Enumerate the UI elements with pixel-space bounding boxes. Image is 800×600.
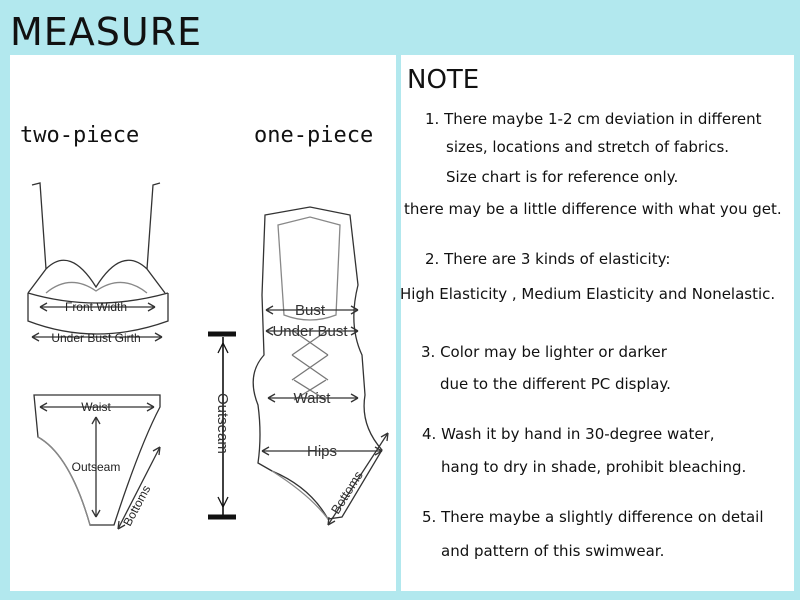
- waist-label-one-piece: Waist: [293, 390, 331, 407]
- outseam-label: Outseam: [71, 460, 121, 474]
- under-bust-label: Under Bust: [272, 323, 348, 340]
- note-line: 4. Wash it by hand in 30-degree water,: [422, 425, 715, 443]
- note-line: there may be a little difference with what you get.: [404, 200, 782, 218]
- note-line: sizes, locations and stretch of fabrics.: [446, 138, 730, 156]
- note-line: 5. There maybe a slightly difference on detail: [422, 508, 764, 526]
- note-line: due to the different PC display.: [440, 375, 671, 393]
- note-line: 1. There maybe 1-2 cm deviation in different: [425, 110, 762, 128]
- bottoms-label: Bottoms: [120, 482, 154, 529]
- note-panel: [401, 55, 794, 591]
- note-line: 3. Color may be lighter or darker: [421, 343, 667, 361]
- hips-label: Hips: [306, 443, 338, 460]
- note-line: 2. There are 3 kinds of elasticity:: [425, 250, 671, 268]
- one-piece-label: one-piece: [254, 123, 374, 148]
- note-line: and pattern of this swimwear.: [441, 542, 665, 560]
- measure-diagram-panel: [10, 55, 396, 591]
- note-title: NOTE: [407, 65, 480, 95]
- bust-label: Bust: [294, 302, 326, 319]
- bottoms-label-one-piece: Bottoms: [327, 468, 366, 517]
- note-line: High Elasticity , Medium Elasticity and Nonelastic.: [400, 285, 776, 303]
- under-bust-girth-label: Under Bust Girth: [51, 331, 141, 345]
- outseam-label-one-piece: Outseam: [214, 393, 231, 454]
- note-line: hang to dry in shade, prohibit bleaching.: [441, 458, 747, 476]
- swimwear-diagram: [10, 55, 396, 591]
- page-title: MEASURE: [10, 10, 203, 54]
- note-line: Size chart is for reference only.: [446, 168, 679, 186]
- front-width-label: Front Width: [64, 300, 128, 314]
- two-piece-label: two-piece: [20, 123, 140, 148]
- waist-label: Waist: [81, 400, 111, 414]
